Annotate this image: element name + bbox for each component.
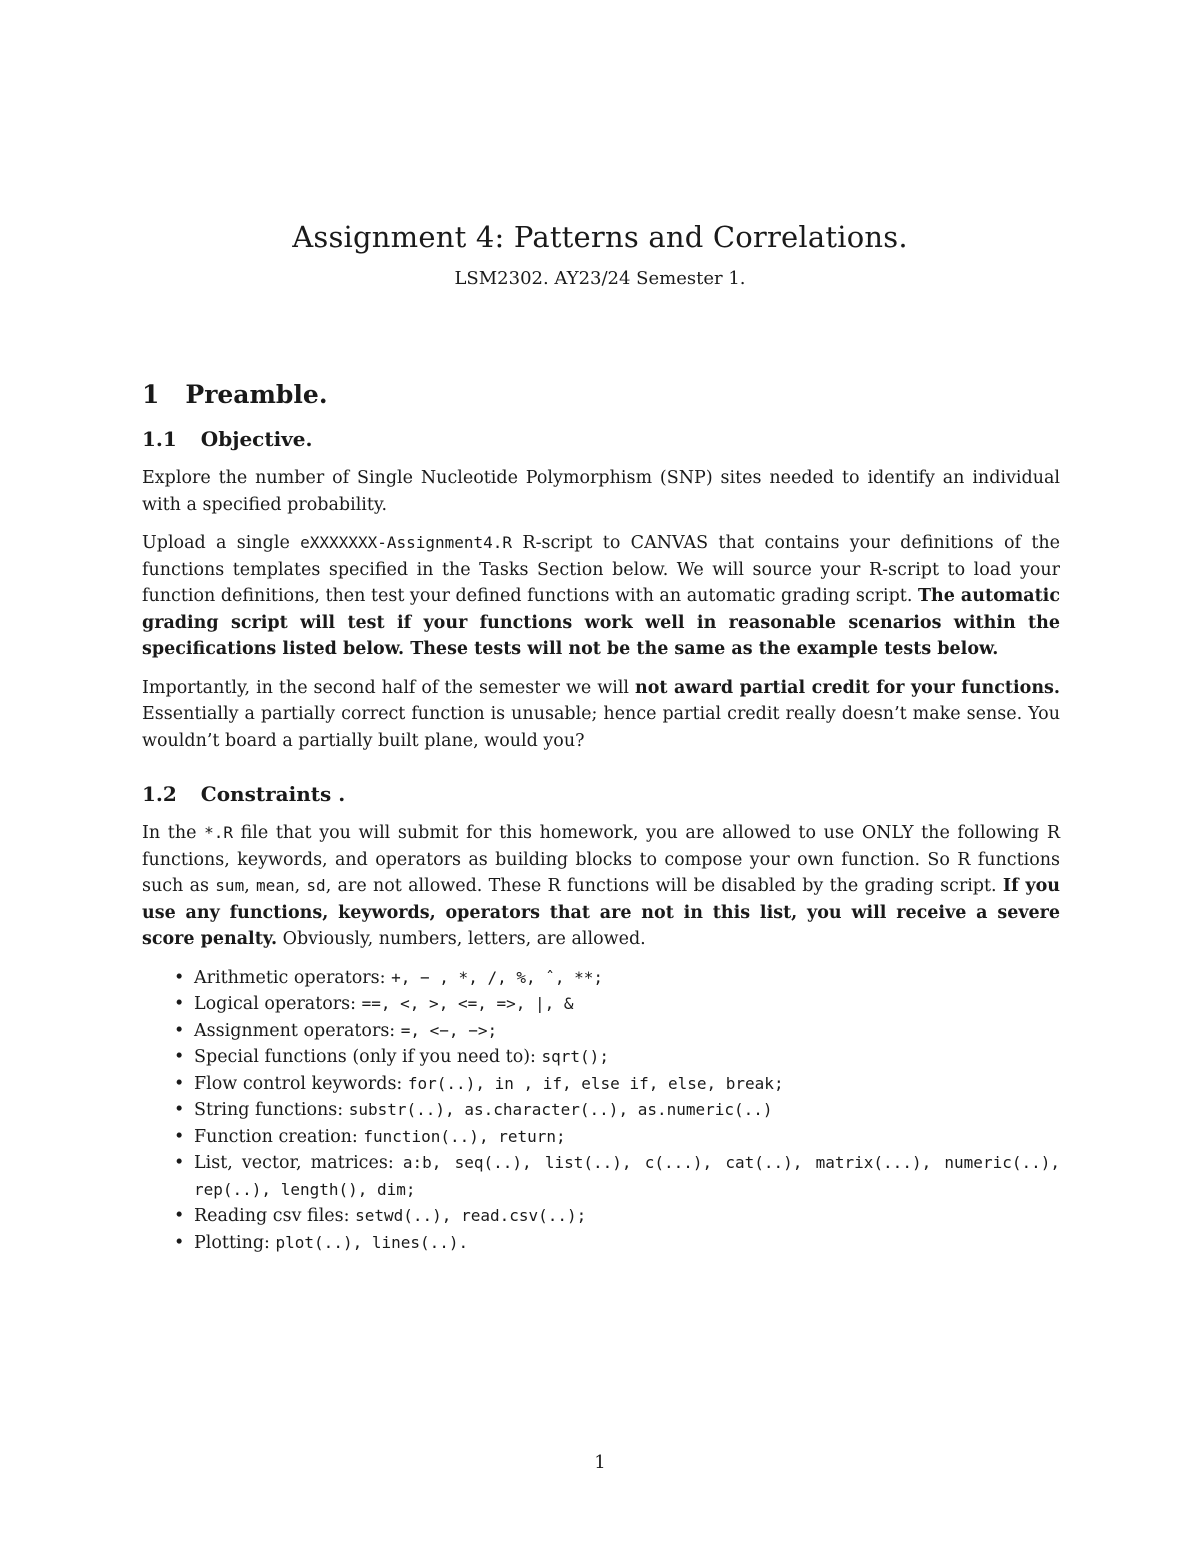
list-item — [170, 1097, 1060, 1124]
objective-paragraph: Explore the number of Single Nucleotide Polymorphism (SNP) sites needed to identify an individual with a specified probability. — [142, 468, 1060, 515]
item-label: Reading csv files: — [194, 1206, 356, 1226]
item-label: Function creation: — [194, 1126, 364, 1147]
item-code: setwd(..), read.csv(..); — [355, 1206, 587, 1225]
section-number: 1 — [142, 380, 160, 409]
filename-code: eXXXXXXX-Assignment4.R — [300, 533, 513, 552]
item-code: =, <−, −>; — [400, 1020, 498, 1040]
item-label: List, vector, matrices: — [194, 1153, 403, 1173]
allowed-functions-list — [142, 965, 1060, 1257]
inline-code: mean — [256, 876, 295, 895]
subsection-title: Objective. — [200, 427, 313, 451]
list-item — [170, 1124, 1060, 1151]
list-item — [170, 1150, 1060, 1203]
item-code: ==, <, >, <=, =>, |, & — [361, 994, 574, 1013]
text-span: Importantly, in the second half of the semester we will — [142, 677, 635, 698]
item-label: Flow control keywords: — [194, 1073, 408, 1094]
subsection-title: Constraints . — [200, 782, 346, 806]
list-item — [170, 1203, 1060, 1230]
item-label: Plotting: — [194, 1232, 276, 1253]
text-span: , — [244, 876, 257, 896]
text-span: Essentially a partially correct function is unusable; hence partial credit really doesn’t make sense. You wouldn’t board a partially built plane, would you? — [142, 704, 1060, 751]
constraints-paragraph — [142, 820, 1060, 953]
subsection-heading-objective — [142, 427, 1060, 451]
item-code: +, − , *, /, %, ˆ, **; — [391, 967, 604, 987]
section-title: Preamble. — [185, 380, 328, 409]
subsection-number: 1.1 — [142, 427, 177, 451]
item-code: substr(..), as.character(..), as.numeric(..) — [348, 1100, 773, 1119]
text-span: Obviously, numbers, letters, are allowed. — [277, 929, 646, 949]
list-item — [170, 1044, 1060, 1071]
item-label: String functions: — [194, 1100, 349, 1120]
inline-code: *.R — [204, 823, 233, 842]
document-title: Assignment 4: Patterns and Correlations. — [292, 220, 908, 254]
list-item — [170, 991, 1060, 1018]
list-item — [170, 1018, 1060, 1045]
item-code: plot(..), lines(..). — [275, 1232, 469, 1252]
list-item — [170, 1230, 1060, 1257]
document-subtitle: LSM2302. AY23/24 Semester 1. — [454, 268, 746, 289]
text-span: , — [294, 876, 307, 896]
item-code: a:b, seq(..), list(..), c(...), cat(..), matrix(...), numeric(..), rep(..), length(), dim; — [194, 1153, 1060, 1199]
list-item — [170, 1071, 1060, 1098]
page-number: 1 — [594, 1452, 606, 1473]
item-label: Arithmetic operators: — [194, 967, 392, 988]
text-span: Upload a single — [142, 533, 301, 553]
document-body — [142, 380, 1060, 1256]
bold-text: If you use any functions, keywords, operators that are not in this list, you will receive a severe score penalty. — [142, 876, 1060, 949]
inline-code: sum — [215, 876, 245, 895]
section-heading-preamble — [142, 380, 1060, 409]
text-span: R-script to CANVAS that contains your definitions of the functions templates specified in the Tasks Section below. We will source your R-script to load your function definitions, then test your defined functions with an automatic grading script. — [142, 533, 1060, 606]
item-code: for(..), in , if, else if, else, break; — [407, 1073, 784, 1093]
bold-text: The automatic grading script will test if your functions work well in reasonable scenarios within the specifications listed below. These tests will not be the same as the example tests below. — [142, 586, 1060, 659]
subsection-number: 1.2 — [142, 782, 177, 806]
list-item — [170, 965, 1060, 992]
item-label: Logical operators: — [194, 994, 362, 1014]
item-code: function(..), return; — [363, 1126, 566, 1146]
item-code: sqrt(); — [541, 1047, 609, 1066]
text-span: In the — [142, 823, 205, 843]
subsection-heading-constraints — [142, 782, 1060, 806]
item-label: Assignment operators: — [194, 1020, 401, 1041]
upload-paragraph — [142, 530, 1060, 663]
text-span: , are not allowed. These R functions will be disabled by the grading script. — [325, 876, 1003, 896]
item-label: Special functions (only if you need to): — [194, 1047, 542, 1067]
bold-text: not award partial credit for your functions. — [634, 677, 1060, 698]
title-block — [0, 220, 1200, 289]
partial-credit-paragraph — [142, 675, 1060, 755]
inline-code: sd — [306, 876, 326, 895]
text-span: file that you will submit for this homework, you are allowed to use ONLY the following R functions, keywords, and operators as building blocks to compose your own function. So R functions such as — [142, 823, 1060, 896]
